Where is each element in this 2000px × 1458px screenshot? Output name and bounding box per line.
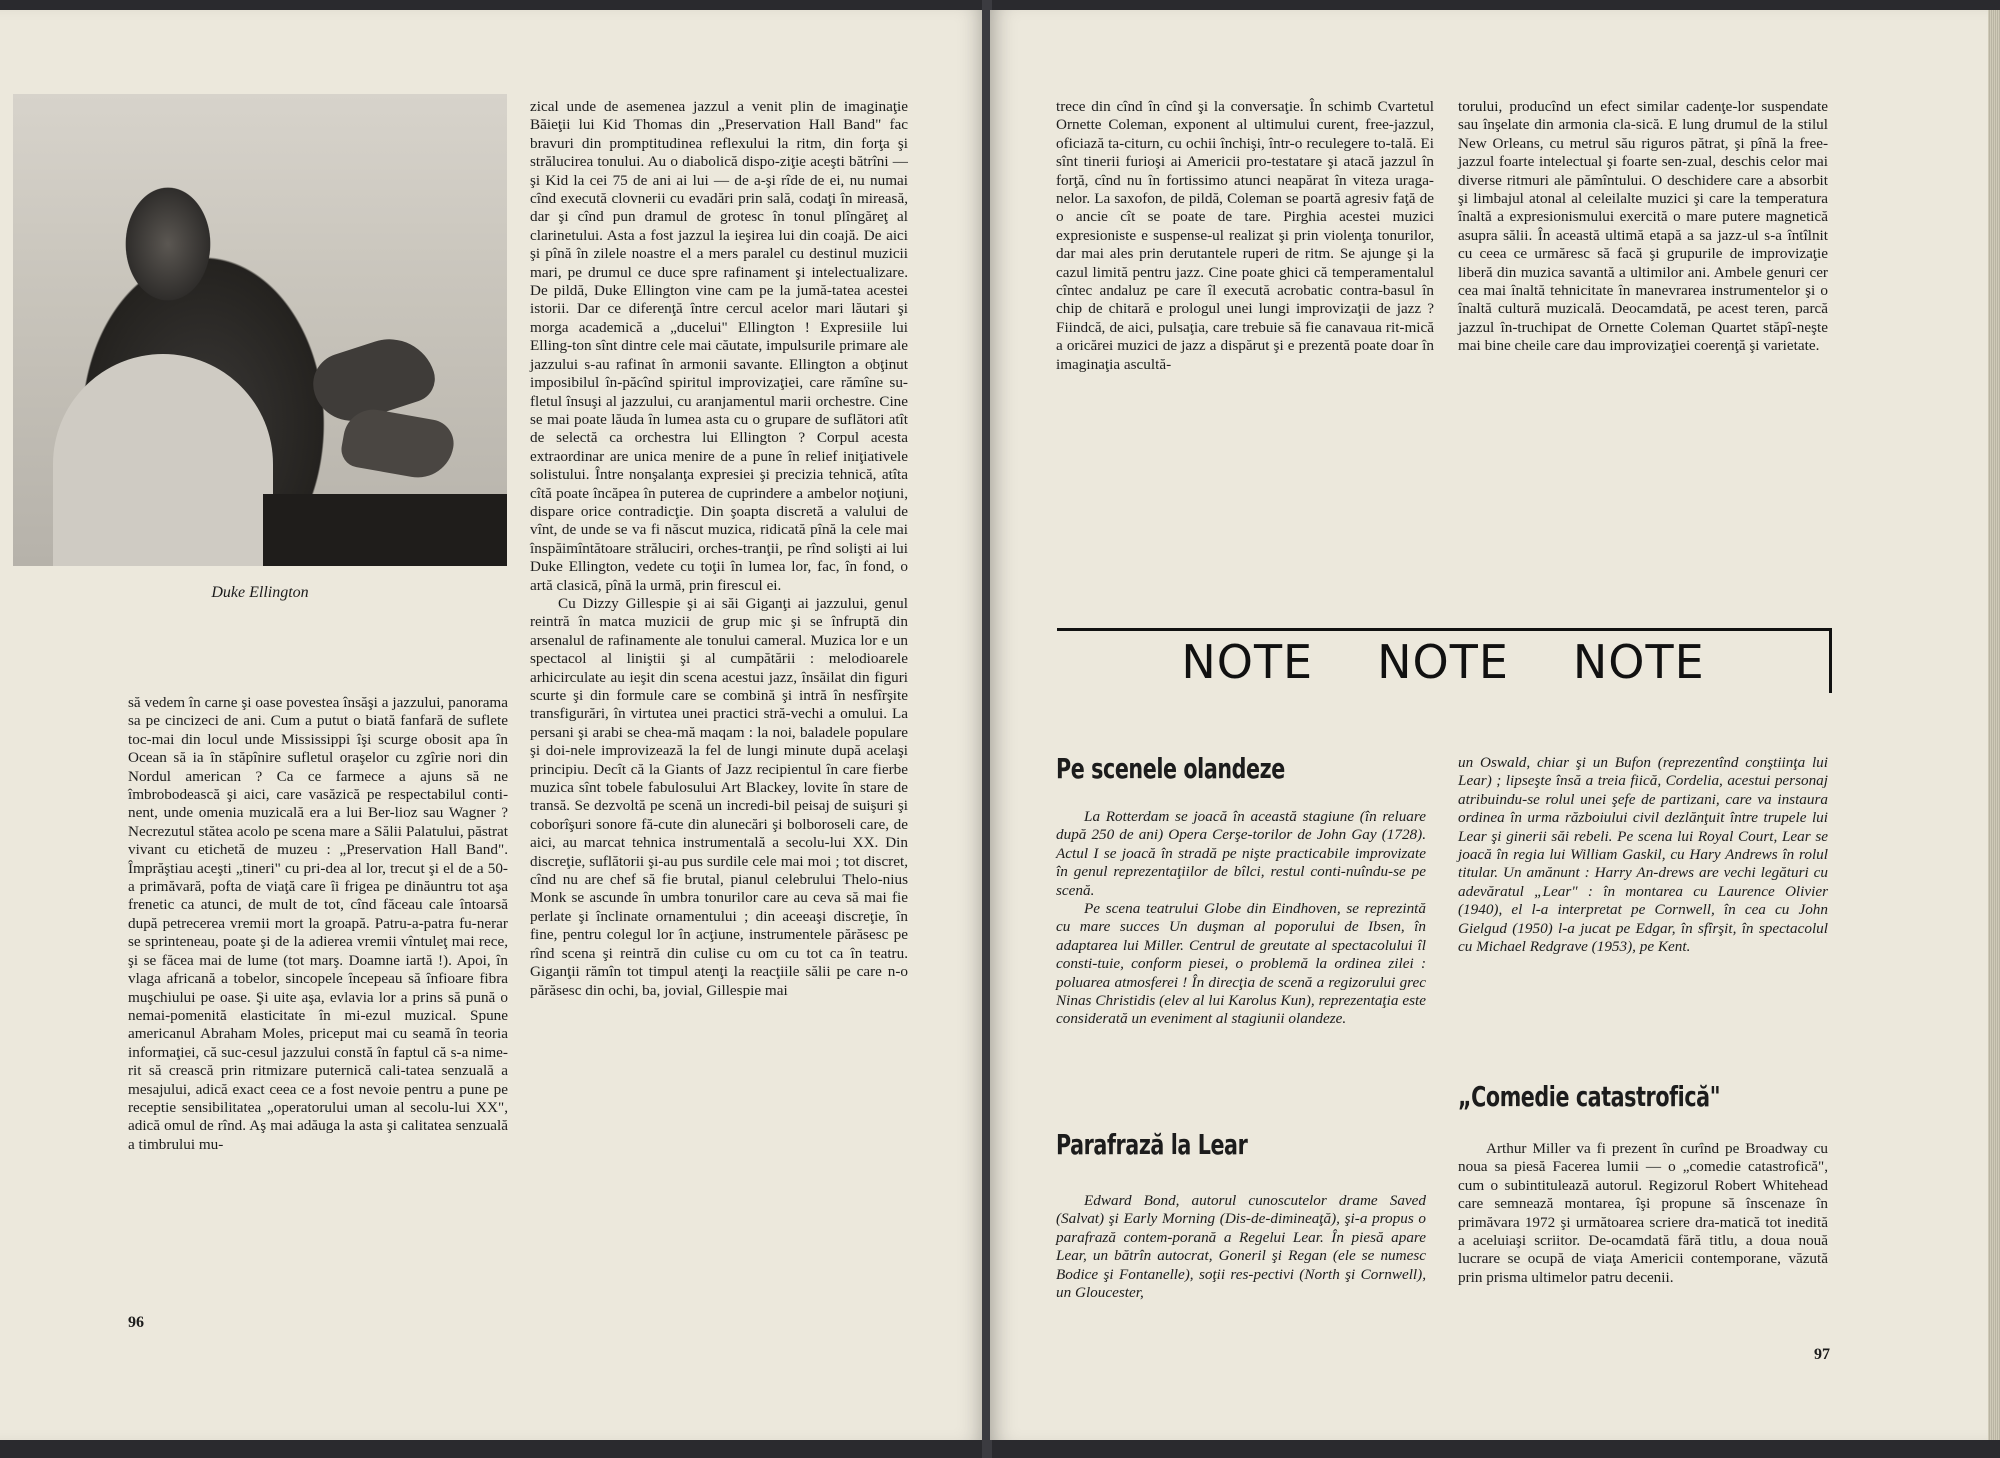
- paragraph: La Rotterdam se joacă în această stagiune (în reluare după 250 de ani) Opera Cerşe-torilor de John Gay (1728). Actul I se joacă în stradă pe nişte practicabile improvizate în genul reprezentaţiilor de bîlci, restul conti-nuîndu-se pe scenă.: [1056, 808, 1426, 899]
- paragraph: Pe scena teatrului Globe din Eindhoven, se reprezintă cu mare succes Un duşman al poporului de Ibsen, în adaptarea lui Miller. Centrul de greutate al spectacolului îl consti-tuie, conform piesei, o problemă la ordinea zilei : poluarea atmosferei ! În direcţia de scenă a regizorului grec Ninas Christidis (elev al lui Karolus Kun), reprezentaţia este considerată un eveniment al stagiunii olandeze.: [1056, 900, 1426, 1028]
- photo-caption: Duke Ellington: [211, 584, 309, 601]
- note-banner: [1057, 628, 1832, 693]
- paragraph: Arthur Miller va fi prezent în curînd pe Broadway cu noua sa piesă Facerea lumii — o „comedie catastrofică", cum o subintitulează autorul. Regizorul Robert Whitehead care semnează montarea, îşi propune să înscenaze în primăvara 1972 şi următoarea scriere dra-matică tot inedită a aceluiaşi scriitor. De-ocamdată fără titlu, a doua nouă lucrare se ocupă de viaţa Americii contemporane, văzută prin prisma ultimelor patru decenii.: [1458, 1140, 1828, 1286]
- column-2: [530, 98, 908, 1000]
- paragraph: zical unde de asemenea jazzul a venit plin de imaginaţie Băieţii lui Kid Thomas din „Preservation Hall Band" fac bravuri din promptitudinea reflexului la ritm, din forţa şi strălucirea tonului. Au o diabolică dispo-ziţie aceşti bătrîni — şi Kid la cei 75 de ani ai lui — de a-şi rîde de ei, nu numai cînd execută clovnerii cu evadări prin sală, codaţi în mireasă, dar şi cînd pun dramul de grotesc în tonul plîngăreţ al clarinetului. Asta a fost jazzul la ieşirea lui din coajă. De aici şi pînă în zilele noastre el a mers paralel cu destinul muzicii mari, pe drumul ce duce spre rafinament şi intelectualizare. De pildă, Duke Ellington vine cam pe la jumă-tatea acestei istorii. Dar ce diferenţă între cercul acelor mari lăutari şi morga academică a „ducelui" Ellington ! Expresiile lui Elling-ton sînt dintre cele mai căutate, impulsurile primare ale jazzului s-au rafinat în armonii savante. Ellington a obţinut imposibilul în-păcînd spiritul improvizaţiei, care rămîne su-fletul însuşi al jazzului, cu aranjamentul marii orchestre. Cine se mai poate lăuda în lumea asta cu o grupare de suflători atît de selectă ca orchestra lui Ellington ? Corpul acesta extraordinar are unica menire de a pune în relief iniţiativele solistului. Între nonşalanţa expresiei şi precizia tehnică, atîta cîtă poate încăpea în puterea de cuprindere a ambelor noţiuni, dispare orice contradicţie. Din şoapta discretă a valului de vînt, de unde se va fi născut muzica, ridicată pînă la cele mai înspăimîntătoare străluciri, orches-tranţii, pe rînd solişti ai lui Duke Ellington, vedete cu toţii în lumea lor, fac, în fond, o artă clasică, pînă la urmă, prin firescul ei.: [530, 98, 908, 594]
- section-title: „Comedie catastrofică": [1458, 1080, 1721, 1113]
- page-number: 97: [1814, 1346, 1830, 1363]
- paragraph: Cu Dizzy Gillespie şi ai săi Giganţi ai jazzului, genul reintră în matca muzicii de grup mic şi se înfruptă din arsenalul de rafinamente ale tonului cameral. Muzica lor e un spectacol al liniştii şi al cumpătării : melodioarele arhicirculate au ieşit din scena acestui jazz, însăilat din figuri scurte şi din formule care se combină şi intră în nesfîrşite transfigurări, în virtutea unei practici stră-vechi a omului. La persani şi arabi se chea-mă maqam : la noi, baladele populare şi doi-nele improvizează la fel de lungi minute după acelaşi principiu. Decît că la Giants of Jazz recipientul în care fierbe muzica sînt tobele fabulosului Art Blackey, lovite în stare de transă. Se dezvoltă pe scenă un incredi-bil peisaj de suişuri şi coborîşuri sonore fă-cute din alunecări şi bolboroseli care, de aici, au marcat tehnica instrumentală a secolu-lui XX. Din discreţie, suflătorii şi-au pus surdile cele mai moi ; tot discret, cînd nu are chef să fie brutal, pianul celebrului Thelo-nius Monk se ascunde în umbra tonurilor care au ceva să mai fie perlate şi înclinate ornamentului ; din aceeaşi discreţie, în fine, pentru colegul lor în acţiune, instrumentele părăsesc pe rînd scena şi reintră din culise cu om cu tot ca în teatru. Giganţii rămîn tot timpul atenţi la reacţiile sălii pe care n-o părăsesc din ochi, ba, jovial, Gillespie mai: [530, 594, 908, 999]
- paragraph: să vedem în carne şi oase povestea însăşi a jazzului, panorama sa pe cincizeci de ani. Cum a putut o biată fanfară de suflete toc-mai din locul unde Mississippi îşi scurge obosit apa în Ocean să ia în stăpînire sufletul oraşelor cu zgîrie nori din Nordul american ? Ca ce farmece a ajuns să ne îmbrobodească şi aici, care vasăzică pe respectabilul conti-nent, unde omenia muzicală era a lui Ber-lioz sau Wagner ? Necrezutul stătea acolo pe scena mare a Sălii Palatului, păstrat vivant cu etichetă de muzeu : „Preservation Hall Band". Împrăştiau aceşti „tineri" cu pri-dea al lor, trecut şi el de a 50-a primăvară, pofta de viaţă care îi frigea pe dinăuntru tot aşa frenetic ca atunci, de mult de tot, cînd făceau cale întoarsă după petrecerea vremii mort la groapă. Patru-a-patra fu-nerar se sprinteneau, poate şi de la adierea vremii vîntuleţ mai rece, şi se făcea mai de lume (tot marş. Doamne iartă !). Apoi, în vlaga africană a tobelor, sincopele începeau să înfioare fibra muşchiului pe oase. Şi uite aşa, evlavia lor a prins să pună o nemai-pomenită elasticitate în mi-ezul muzical. Spune americanul Abraham Moles, priceput mai cu seamă în teoria informaţiei, că suc-cesul jazzului constă în faptul că s-a nime-rit să crească prin ritmizare puternică cali-tatea senzuală a mesajului, adică exact ceea ce a fost nevoie pentru a pune pe receptie sensibilitatea „operatorului uman al secolu-lui XX", adică omul de rînd. Aş mai adăuga la asta şi calitatea senzuală a timbrului mu-: [128, 694, 508, 1153]
- paragraph: un Oswald, chiar şi un Bufon (reprezentînd conştiinţa lui Lear) ; lipseşte însă a treia fiică, Cordelia, acestui personaj atribuindu-se rolul unei şefe de partizani, care va instaura ordinea în urma războiului civil dezlănţuit între trupele lui Lear şi ginerii săi rebeli. Pe scena lui Royal Court, Lear se joacă în regia lui William Gaskil, cu Hary Andrews în rolul titular. Un amănunt : Harry An-drews are vechi legături cu adevăratul „Lear" : în montarea cu Laurence Olivier (1940), el l-a interpretat pe Cornwell, în cea cu John Gielgud (1950) l-a jucat pe Edgar, în sfîrşit, în spectacolul cu Michael Redgrave (1953), pe Kent.: [1458, 754, 1828, 956]
- paragraph: torului, producînd un efect similar cadenţe-lor suspendate sau înşelate din armonia cla-sică. E lung drumul de la stilul New Orleans, cu metrul său riguros pătrat, şi pînă la free-jazzul foarte intelectual şi foarte sen-zual, deschis celor mai diverse ritmuri ale pămîntului. O deschidere care a absorbit şi limbajul atonal al celeilalte muzici şi care la temperatura înaltă a expresionismului exercită o mare putere magnetică asupra sălii. În această ultimă etapă a sa jazz-ul s-a întîlnit cu ceea ce urmăresc să facă şi grupurile de improvizaţie liberă din muzica savantă a ultimilor ani. Ambele genuri cer cea mai înaltă tehnicitate în manevrarea instrumentelor şi o înaltă cultură muzicală. Deocamdată, pe acest teren, parcă jazzul în-truchipat de Ornette Coleman Quartet stăpî-neşte mai bine cheile care dau improvizaţiei coerenţă şi varietate.: [1458, 98, 1828, 355]
- column-1: [128, 694, 508, 1154]
- page-edge: [1988, 10, 2000, 1440]
- duke-ellington-photo: [13, 94, 507, 566]
- column-4: [1458, 98, 1828, 356]
- section-title: Pe scenele olandeze: [1056, 752, 1285, 785]
- banner-word: NOTE: [1377, 635, 1509, 689]
- paragraph: Edward Bond, autorul cunoscutelor drame Saved (Salvat) şi Early Morning (Dis-de-dimineaţă), şi-a propus o parafrază contem-porană a Regelui Lear. În piesă apare Lear, un bătrîn autocrat, Goneril şi Regan (ele se numesc Bodice şi Fontanelle), soţii res-pectivi (North şi Cornwell), un Gloucester,: [1056, 1192, 1426, 1302]
- column-3: [1056, 98, 1434, 374]
- section1-text: [1056, 808, 1426, 1029]
- banner-word: NOTE: [1181, 635, 1314, 689]
- section2-text: [1056, 1192, 1426, 1302]
- section-title: Parafrază la Lear: [1056, 1128, 1248, 1161]
- section3-text: [1458, 1140, 1828, 1287]
- page-number: 96: [128, 1314, 144, 1331]
- section2-continued: [1458, 754, 1828, 956]
- left-page: [0, 10, 985, 1440]
- banner-word: NOTE: [1572, 635, 1705, 689]
- paragraph: trece din cînd în cînd şi la conversaţie. În schimb Cvartetul Ornette Coleman, exponent al ultimului curent, free-jazzul, oficiază ta-citurn, cu ochii închişi, într-o reculegere to-tală. Ei sînt tinerii furioşi ai Americii pro-testatare şi atacă jazzul în forţă, cînd nu în fortissimo atunci neapărat în viteza uraga-nelor. La saxofon, de pildă, Coleman se poartă agresiv faţă de o ancie cît se poate de tare. Pirghia acestei muzici expresioniste e suspense-ul realizat şi prin violenţa tonurilor, dar mai ales prin derutantele ruperi de ritm. Se ajunge şi la cazul limită pentru jazz. Cine poate ghici că temperamentalul cîntec andaluz pe care îl execută acrobatic contra-basul în chip de chitară e prologul unei lungi improvizaţii de jazz ? Fiindcă, de aici, pulsaţia, care trebuie să fie canavaua rit-mică a oricărei muzici de jazz a dispărut şi e prezentă poate doar în imaginaţia ascultă-: [1056, 98, 1434, 373]
- right-page: [990, 10, 1988, 1440]
